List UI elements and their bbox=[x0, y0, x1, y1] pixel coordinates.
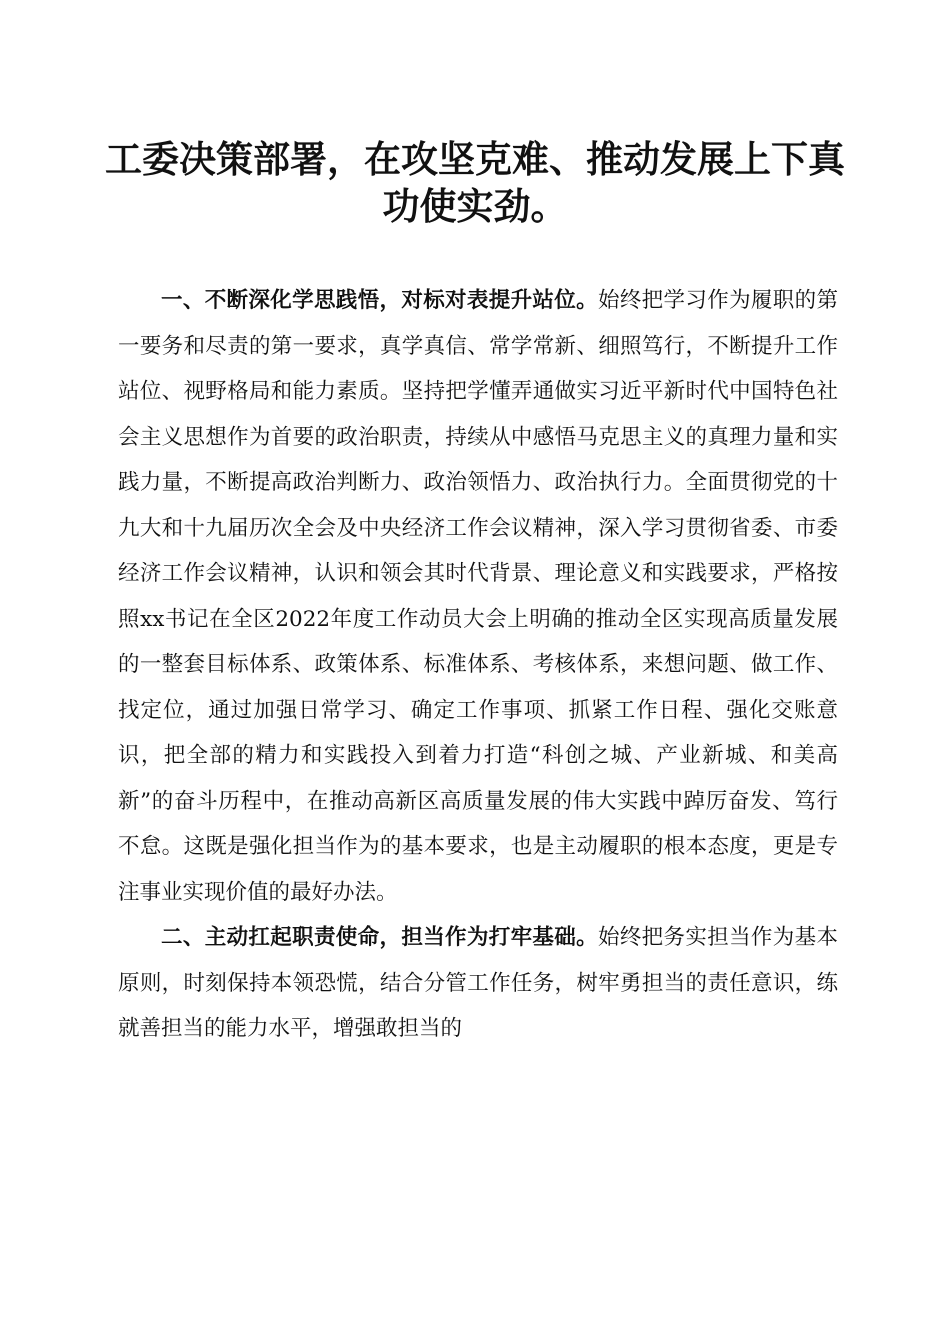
paragraph-2 bbox=[118, 915, 838, 1052]
paragraph-1-heading: 一、不断深化学思践悟，对标对表提升站位。 bbox=[161, 288, 598, 313]
title-line-1: 工委决策部署，在攻坚克难、推动发展上下真 bbox=[105, 138, 845, 181]
paragraph-2-heading: 二、主动扛起职责使命，担当作为打牢基础。 bbox=[161, 925, 598, 950]
paragraph-2-text: 始终把务实担当作为基本原则，时刻保持本领恐慌，结合分管工作任务，树牢勇担当的责任意识，练就善担当的能力水平，增强敢担当的 bbox=[118, 925, 838, 1041]
document-title bbox=[100, 136, 850, 230]
title-line-2: 功使实劲。 bbox=[382, 185, 568, 228]
document-body bbox=[118, 278, 838, 1052]
paragraph-1 bbox=[118, 278, 838, 915]
paragraph-1-text: 始终把学习作为履职的第一要务和尽责的第一要求，真学真信、常学常新、细照笃行，不断提升工作站位、视野格局和能力素质。坚持把学懂弄通做实习近平新时代中国特色社会主义思想作为首要的政治职责，持续从中感悟马克思主义的真理力量和实践力量，不断提高政治判断力、政治领悟力、政治执行力。全面贯彻党的十九大和十九届历次全会及中央经济工作会议精神，深入学习贯彻省委、市委经济工作会议精神，认识和领会其时代背景、理论意义和实践要求，严格按照xx书记在全区2022年度工作动员大会上明确的推动全区实现高质量发展的一整套目标体系、政策体系、标准体系、考核体系，来想问题、做工作、找定位，通过加强日常学习、确定工作事项、抓紧工作日程、强化交账意识，把全部的精力和实践投入到着力打造“科创之城、产业新城、和美高新”的奋斗历程中，在推动高新区高质量发展的伟大实践中踔厉奋发、笃行不怠。这既是强化担当作为的基本要求，也是主动履职的根本态度，更是专注事业实现价值的最好办法。 bbox=[118, 288, 838, 905]
